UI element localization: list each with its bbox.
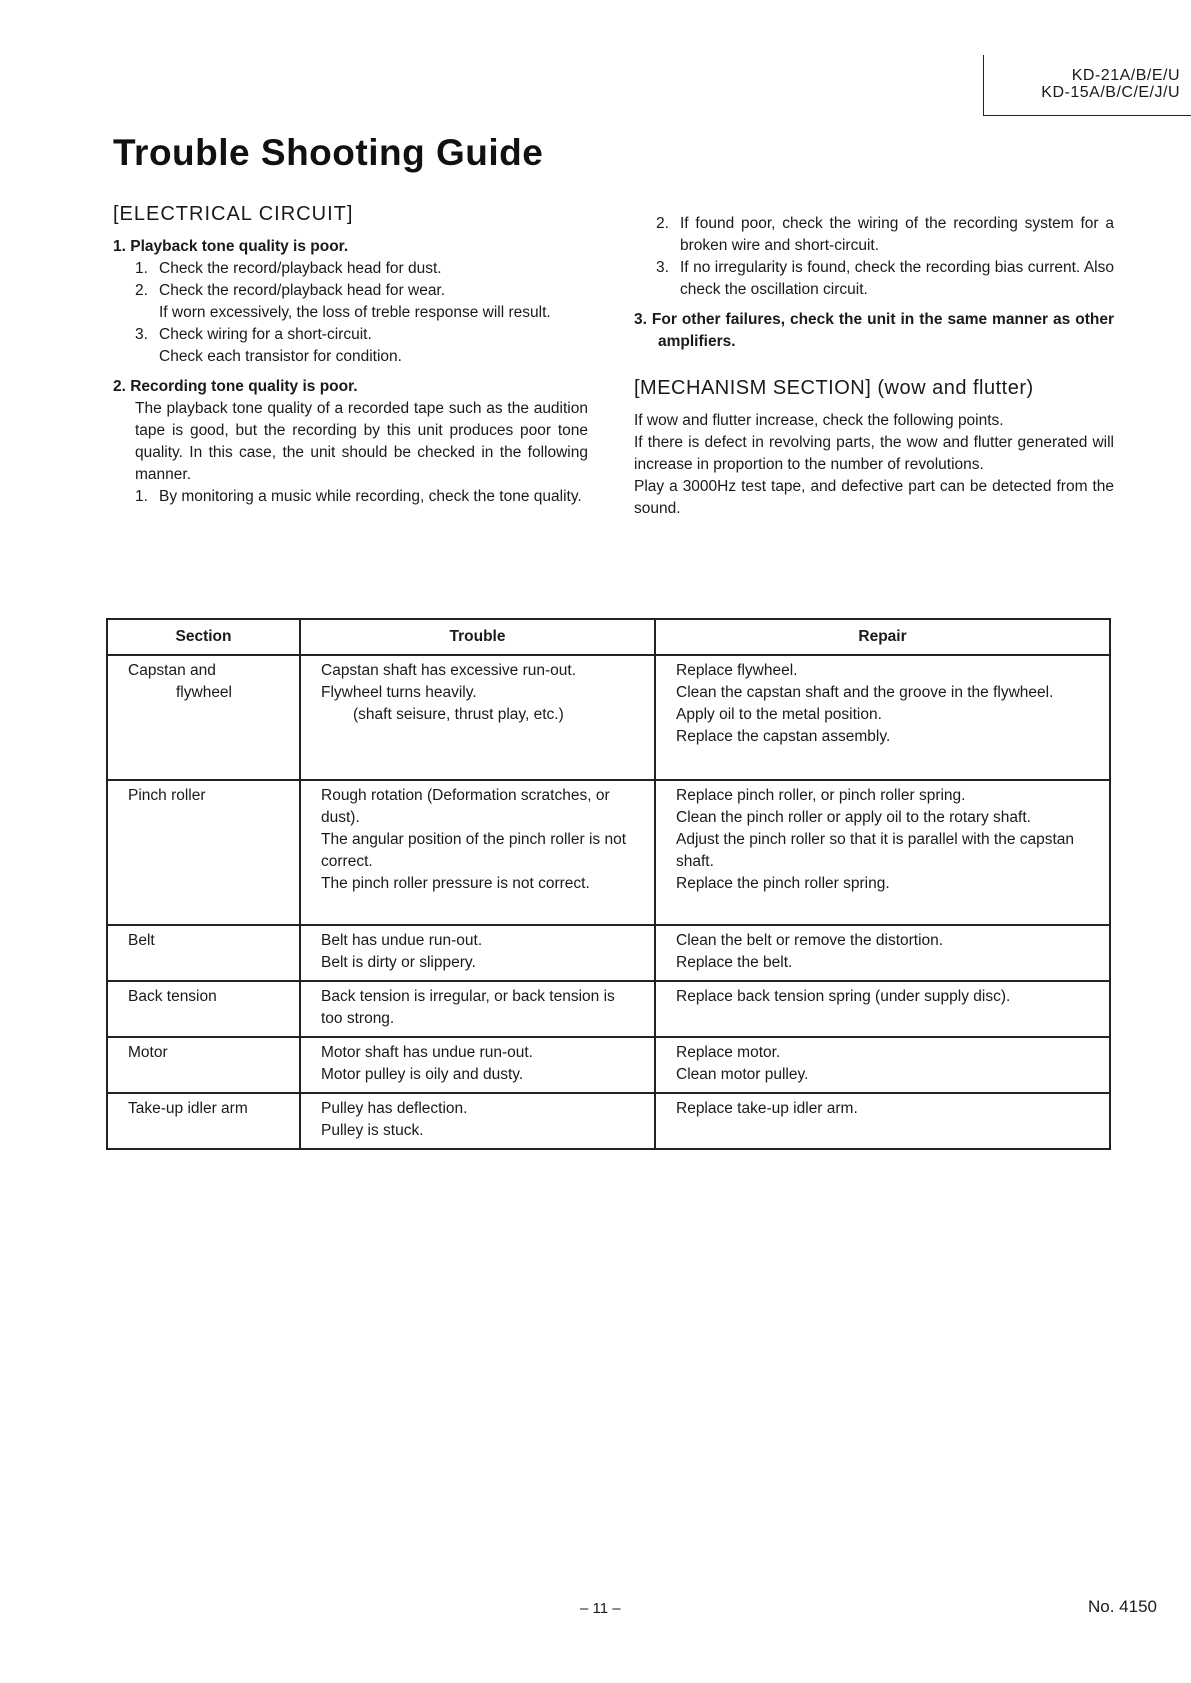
cell-line: Replace the capstan assembly. bbox=[676, 728, 891, 745]
column-header-repair: Repair bbox=[655, 619, 1110, 655]
step-number: 3. bbox=[135, 326, 148, 343]
cell-line: Pulley is stuck. bbox=[321, 1122, 424, 1139]
trouble-cell bbox=[300, 1037, 655, 1093]
cell-line: Clean the capstan shaft and the groove in the flywheel. bbox=[676, 684, 1054, 701]
table-row bbox=[107, 925, 1110, 981]
repair-cell bbox=[655, 655, 1110, 780]
item-1-step-1 bbox=[113, 258, 588, 280]
cell-line: Motor shaft has undue run-out. bbox=[321, 1044, 533, 1061]
section-cell bbox=[107, 1093, 300, 1149]
step-number: 1. bbox=[135, 260, 148, 277]
column-header-trouble: Trouble bbox=[300, 619, 655, 655]
trouble-cell bbox=[300, 981, 655, 1037]
section-cell bbox=[107, 655, 300, 780]
cell-line: Take-up idler arm bbox=[128, 1100, 248, 1117]
cell-line: Belt has undue run-out. bbox=[321, 932, 483, 949]
step-text: Check the record/playback head for wear. bbox=[159, 282, 446, 299]
right-column bbox=[634, 213, 1114, 520]
repair-cell bbox=[655, 1093, 1110, 1149]
cell-line: Capstan and bbox=[128, 662, 216, 679]
column-header-section: Section bbox=[107, 619, 300, 655]
item-3-title: 3. For other failures, check the unit in the same manner as other amplifiers. bbox=[634, 311, 1114, 350]
cell-line: Motor bbox=[128, 1044, 168, 1061]
cell-line: Replace motor. bbox=[676, 1044, 781, 1061]
item-2-step-2 bbox=[634, 213, 1114, 257]
cell-line: Replace back tension spring (under supply disc). bbox=[676, 988, 1011, 1005]
model-number-line-1: KD-21A/B/E/U bbox=[1071, 67, 1180, 84]
page-number: – 11 – bbox=[580, 1600, 621, 1617]
cell-line: Replace the belt. bbox=[676, 954, 793, 971]
cell-line: Back tension is irregular, or back tension is too strong. bbox=[321, 988, 615, 1027]
step-text: Check wiring for a short-circuit. bbox=[159, 326, 372, 343]
cell-line: Replace the pinch roller spring. bbox=[676, 875, 890, 892]
item-2-paragraph: The playback tone quality of a recorded tape such as the audition tape is good, but the recording by this unit produces poor tone quality. In this case, the unit should be checked in the following manner. bbox=[135, 400, 588, 483]
cell-line: Belt is dirty or slippery. bbox=[321, 954, 476, 971]
step-number: 2. bbox=[656, 215, 669, 232]
model-number-box bbox=[983, 55, 1191, 116]
section-cell bbox=[107, 780, 300, 925]
item-1-step-3-continuation: Check each transistor for condition. bbox=[159, 348, 402, 365]
mechanism-paragraph-3: Play a 3000Hz test tape, and defective part can be detected from the sound. bbox=[634, 478, 1114, 517]
repair-cell bbox=[655, 1037, 1110, 1093]
step-number: 3. bbox=[656, 259, 669, 276]
mechanism-paragraph-1: If wow and flutter increase, check the following points. bbox=[634, 412, 1004, 429]
cell-line: flywheel bbox=[176, 684, 232, 701]
repair-cell bbox=[655, 981, 1110, 1037]
repair-cell bbox=[655, 780, 1110, 925]
table-header-row bbox=[107, 619, 1110, 655]
step-text: Check the record/playback head for dust. bbox=[159, 260, 442, 277]
document-number: No. 4150 bbox=[1088, 1597, 1157, 1616]
section-cell bbox=[107, 1037, 300, 1093]
item-1-step-3 bbox=[113, 324, 588, 346]
cell-line: Pinch roller bbox=[128, 787, 206, 804]
table-row bbox=[107, 1037, 1110, 1093]
section-cell bbox=[107, 925, 300, 981]
cell-line: Rough rotation (Deformation scratches, or dust). bbox=[321, 787, 610, 826]
trouble-cell bbox=[300, 780, 655, 925]
cell-line: Adjust the pinch roller so that it is parallel with the capstan shaft. bbox=[676, 831, 1075, 870]
item-1-title: 1. Playback tone quality is poor. bbox=[113, 238, 349, 255]
cell-line: Back tension bbox=[128, 988, 217, 1005]
page-title: Trouble Shooting Guide bbox=[113, 132, 544, 173]
mechanism-paragraph-2: If there is defect in revolving parts, the wow and flutter generated will increase in proportion to the number of revolutions. bbox=[634, 434, 1114, 473]
trouble-cell bbox=[300, 925, 655, 981]
troubleshooting-table bbox=[106, 618, 1111, 1150]
table-row bbox=[107, 981, 1110, 1037]
model-number-line-2: KD-15A/B/C/E/J/U bbox=[1041, 84, 1180, 101]
cell-line: The pinch roller pressure is not correct. bbox=[321, 875, 590, 892]
cell-line: Clean motor pulley. bbox=[676, 1066, 809, 1083]
item-2-title: 2. Recording tone quality is poor. bbox=[113, 378, 358, 395]
cell-line: (shaft seisure, thrust play, etc.) bbox=[353, 706, 564, 723]
cell-line: Apply oil to the metal position. bbox=[676, 706, 882, 723]
repair-cell bbox=[655, 925, 1110, 981]
cell-line: Flywheel turns heavily. bbox=[321, 684, 477, 701]
cell-line: Replace flywheel. bbox=[676, 662, 798, 679]
cell-line: Replace pinch roller, or pinch roller spring. bbox=[676, 787, 966, 804]
item-2-step-1 bbox=[113, 486, 588, 508]
step-number: 1. bbox=[135, 488, 148, 505]
cell-line: Clean the pinch roller or apply oil to the rotary shaft. bbox=[676, 809, 1031, 826]
mechanism-section-heading: [MECHANISM SECTION] (wow and flutter) bbox=[634, 377, 1034, 399]
cell-line: Pulley has deflection. bbox=[321, 1100, 468, 1117]
cell-line: Motor pulley is oily and dusty. bbox=[321, 1066, 524, 1083]
step-text: If no irregularity is found, check the recording bias current. Also check the oscillation circuit. bbox=[680, 259, 1114, 298]
item-2-step-3 bbox=[634, 257, 1114, 301]
item-1-step-2 bbox=[113, 280, 588, 302]
left-column bbox=[113, 203, 588, 508]
table-row bbox=[107, 655, 1110, 780]
table-row bbox=[107, 1093, 1110, 1149]
cell-line: Belt bbox=[128, 932, 155, 949]
step-text: By monitoring a music while recording, check the tone quality. bbox=[159, 488, 582, 505]
cell-line: The angular position of the pinch roller is not correct. bbox=[321, 831, 627, 870]
item-1-step-2-continuation: If worn excessively, the loss of treble response will result. bbox=[159, 304, 551, 321]
table-row bbox=[107, 780, 1110, 925]
trouble-cell bbox=[300, 1093, 655, 1149]
step-text: If found poor, check the wiring of the recording system for a broken wire and short-circuit. bbox=[680, 215, 1114, 254]
step-number: 2. bbox=[135, 282, 148, 299]
electrical-circuit-heading: [ELECTRICAL CIRCUIT] bbox=[113, 203, 354, 225]
cell-line: Capstan shaft has excessive run-out. bbox=[321, 662, 577, 679]
cell-line: Replace take-up idler arm. bbox=[676, 1100, 858, 1117]
cell-line: Clean the belt or remove the distortion. bbox=[676, 932, 944, 949]
section-cell bbox=[107, 981, 300, 1037]
trouble-cell bbox=[300, 655, 655, 780]
